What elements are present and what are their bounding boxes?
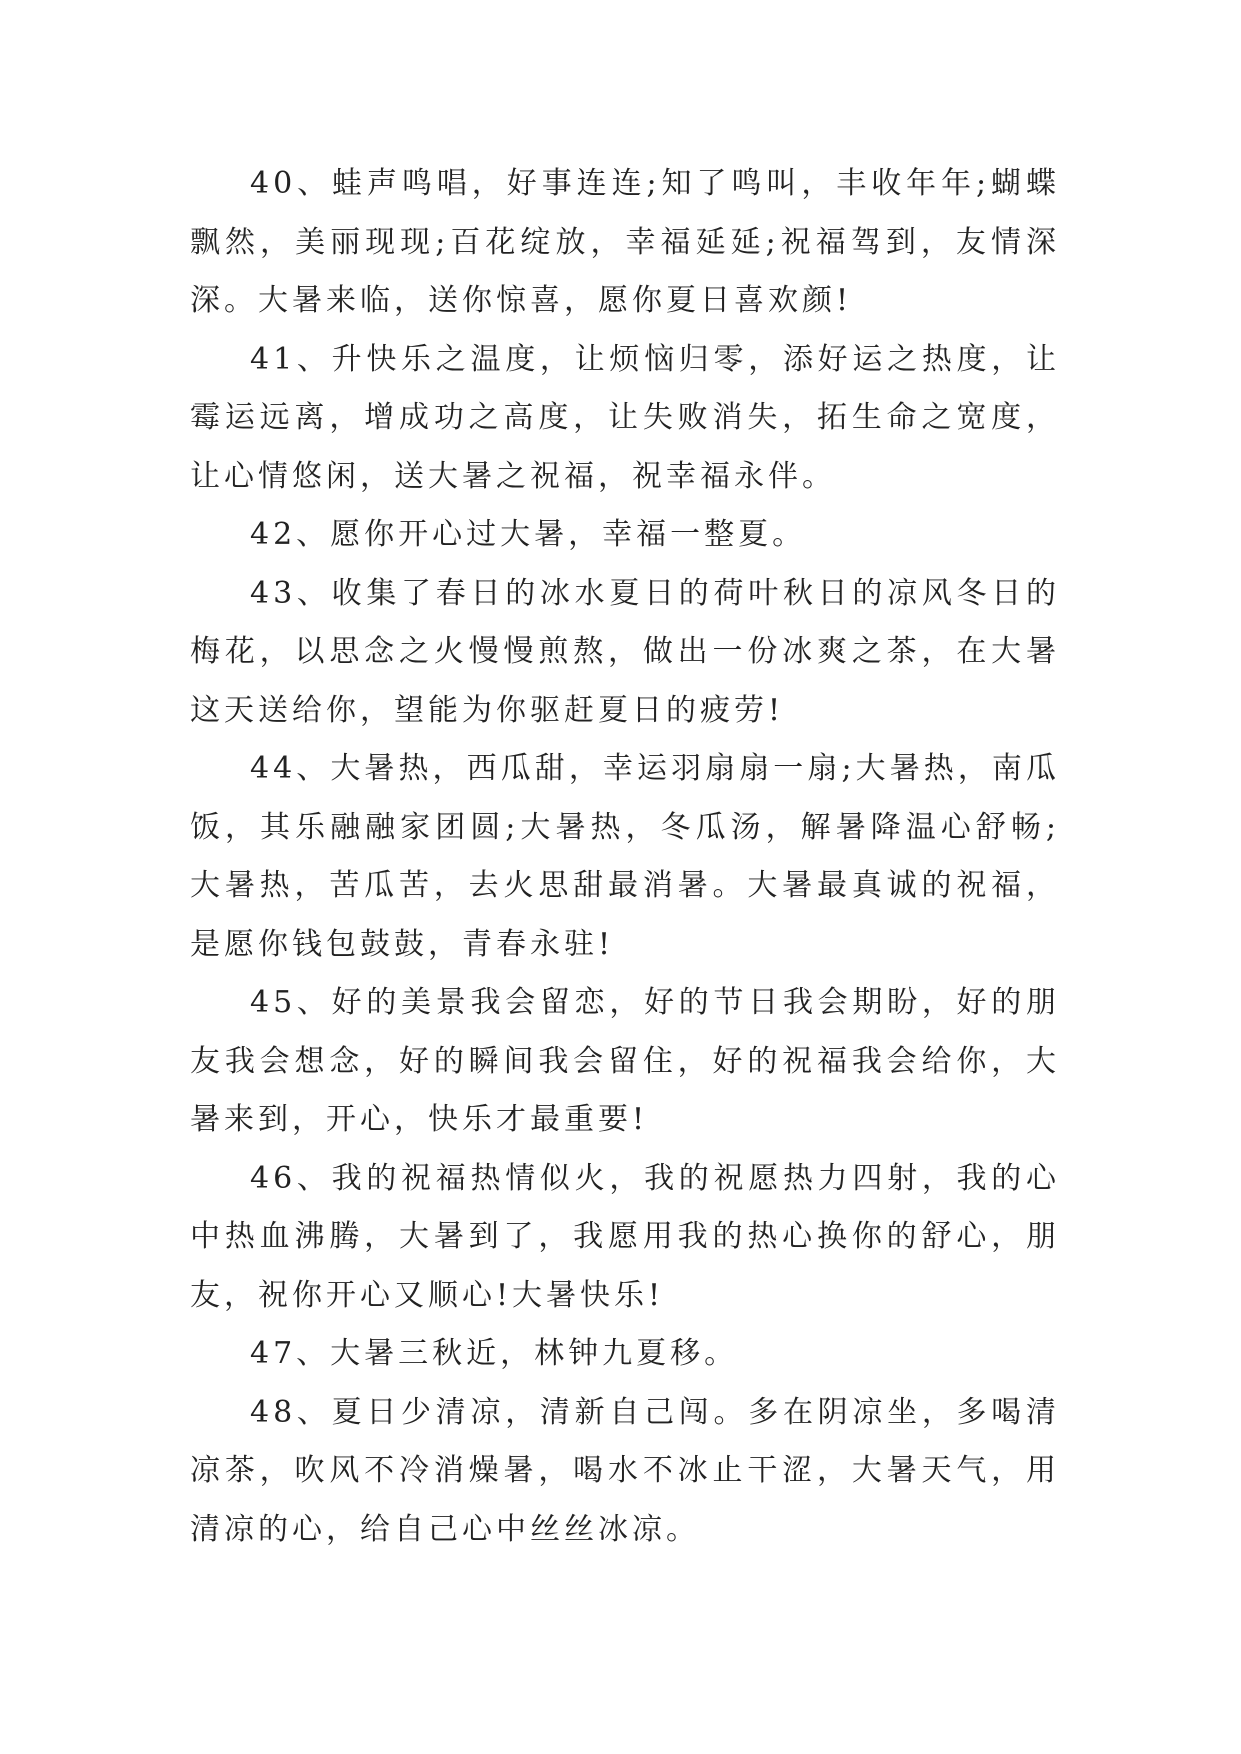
document-body	[190, 155, 1060, 1559]
paragraph-43: 43、收集了春日的冰水夏日的荷叶秋日的凉风冬日的梅花，以思念之火慢慢煎熬，做出一份冰爽之茶，在大暑这天送给你，望能为你驱赶夏日的疲劳!	[190, 575, 1060, 728]
paragraph-44: 44、大暑热，西瓜甜，幸运羽扇扇一扇;大暑热，南瓜饭，其乐融融家团圆;大暑热，冬瓜汤，解暑降温心舒畅;大暑热，苦瓜苦，去火思甜最消暑。大暑最真诚的祝福，是愿你钱包鼓鼓，青春永驻!	[190, 751, 1060, 962]
paragraph-48: 48、夏日少清凉，清新自己闯。多在阴凉坐，多喝清凉茶，吹风不冷消燥暑，喝水不冰止干涩，大暑天气，用清凉的心，给自己心中丝丝冰凉。	[190, 1394, 1060, 1547]
paragraph-42: 42、愿你开心过大暑，幸福一整夏。	[250, 517, 807, 552]
paragraph-40: 40、蛙声鸣唱，好事连连;知了鸣叫，丰收年年;蝴蝶飘然，美丽现现;百花绽放，幸福延延;祝福驾到，友情深深。大暑来临，送你惊喜，愿你夏日喜欢颜!	[190, 166, 1060, 318]
paragraph-46: 46、我的祝福热情似火，我的祝愿热力四射，我的心中热血沸腾，大暑到了，我愿用我的热心换你的舒心，朋友，祝你开心又顺心!大暑快乐!	[190, 1160, 1060, 1313]
paragraph-41: 41、升快乐之温度，让烦恼归零，添好运之热度，让霉运远离，增成功之高度，让失败消失，拓生命之宽度，让心情悠闲，送大暑之祝福，祝幸福永伴。	[190, 341, 1060, 494]
paragraph-47: 47、大暑三秋近，林钟九夏移。	[250, 1336, 739, 1371]
paragraph-45: 45、好的美景我会留恋，好的节日我会期盼，好的朋友我会想念，好的瞬间我会留住，好的祝福我会给你，大暑来到，开心，快乐才最重要!	[190, 985, 1060, 1137]
